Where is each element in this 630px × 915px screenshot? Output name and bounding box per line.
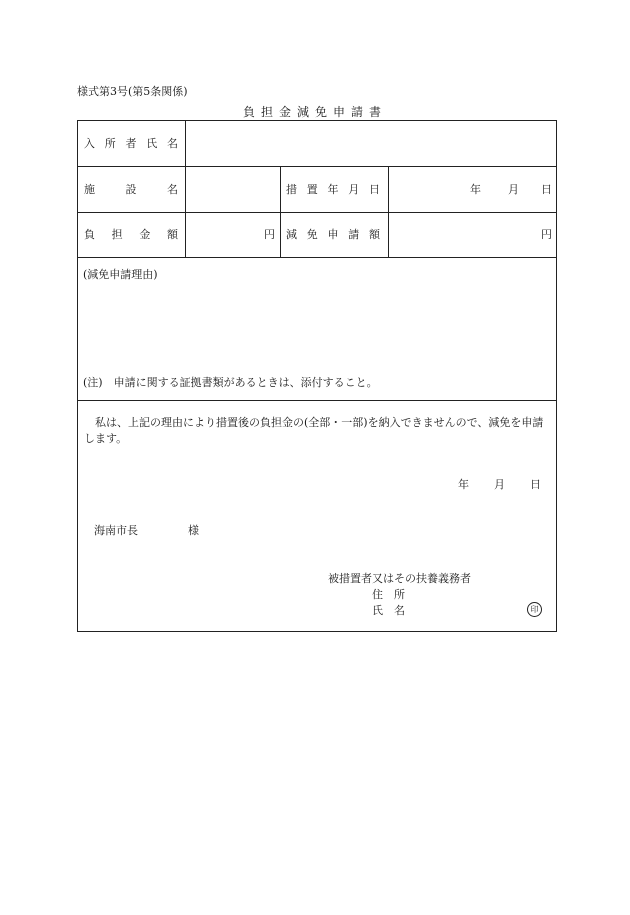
- resident-name-field[interactable]: [190, 138, 550, 150]
- label-char: 氏: [146, 137, 158, 150]
- facility-name-label: [84, 184, 178, 195]
- measure-date-month-unit: 月: [508, 183, 519, 196]
- reduction-amount-label: [286, 229, 380, 240]
- resident-name-label: [84, 138, 178, 149]
- form-number: 様式第3号(第5条関係): [77, 85, 188, 98]
- facility-name-field[interactable]: [190, 184, 274, 196]
- label-char: 請: [348, 228, 360, 241]
- applicant-title: 被措置者又はその扶養義務者: [328, 572, 471, 585]
- row-divider: [78, 212, 556, 213]
- column-divider: [280, 166, 281, 257]
- label-char: 名: [167, 183, 178, 196]
- row-divider: [78, 166, 556, 167]
- application-year-unit: 年: [458, 478, 469, 491]
- label-char: 負: [84, 228, 95, 241]
- label-char: 額: [166, 228, 178, 241]
- seal-mark: 印: [527, 602, 542, 617]
- label-char: 額: [369, 228, 380, 241]
- row-divider: [78, 400, 556, 401]
- page-title: 負担金減免申請書: [242, 105, 387, 119]
- honorific: 様: [188, 524, 199, 537]
- row-divider: [78, 257, 556, 258]
- attachment-note: (注) 申請に関する証拠書類があるときは、添付すること。: [83, 376, 378, 389]
- addressee: 海南市長: [94, 524, 138, 537]
- measure-date-label: [286, 184, 380, 195]
- label-char: 所: [104, 137, 116, 150]
- column-divider: [185, 121, 186, 257]
- label-char: 置: [306, 183, 318, 196]
- application-day-unit: 日: [530, 478, 541, 491]
- label-char: 設: [125, 183, 137, 196]
- label-char: 年: [327, 183, 339, 196]
- label-char: 者: [125, 137, 137, 150]
- label-char: 免: [306, 228, 318, 241]
- label-char: 金: [139, 228, 151, 241]
- label-char: 日: [369, 183, 380, 196]
- application-month-unit: 月: [494, 478, 505, 491]
- address-label: 住 所: [372, 588, 405, 601]
- application-statement: 私は、上記の理由により措置後の負担金の(全部・一部)を納入できませんので、減免を申請します。: [84, 416, 544, 445]
- measure-date-year-unit: 年: [470, 183, 481, 196]
- label-char: 入: [84, 137, 95, 150]
- label-char: 担: [111, 228, 123, 241]
- label-char: 申: [327, 228, 339, 241]
- label-char: 月: [348, 183, 360, 196]
- burden-amount-label: [84, 229, 178, 240]
- application-form: [77, 120, 557, 632]
- reduction-amount-unit: 円: [541, 228, 552, 241]
- reduction-reason-label: (減免申請理由): [83, 268, 158, 281]
- label-char: 施: [84, 183, 95, 196]
- burden-amount-unit: 円: [264, 228, 275, 241]
- column-divider: [388, 166, 389, 257]
- label-char: 減: [286, 228, 297, 241]
- label-char: 措: [286, 183, 297, 196]
- label-char: 名: [167, 137, 178, 150]
- name-label: 氏 名: [372, 604, 405, 617]
- measure-date-day-unit: 日: [541, 183, 552, 196]
